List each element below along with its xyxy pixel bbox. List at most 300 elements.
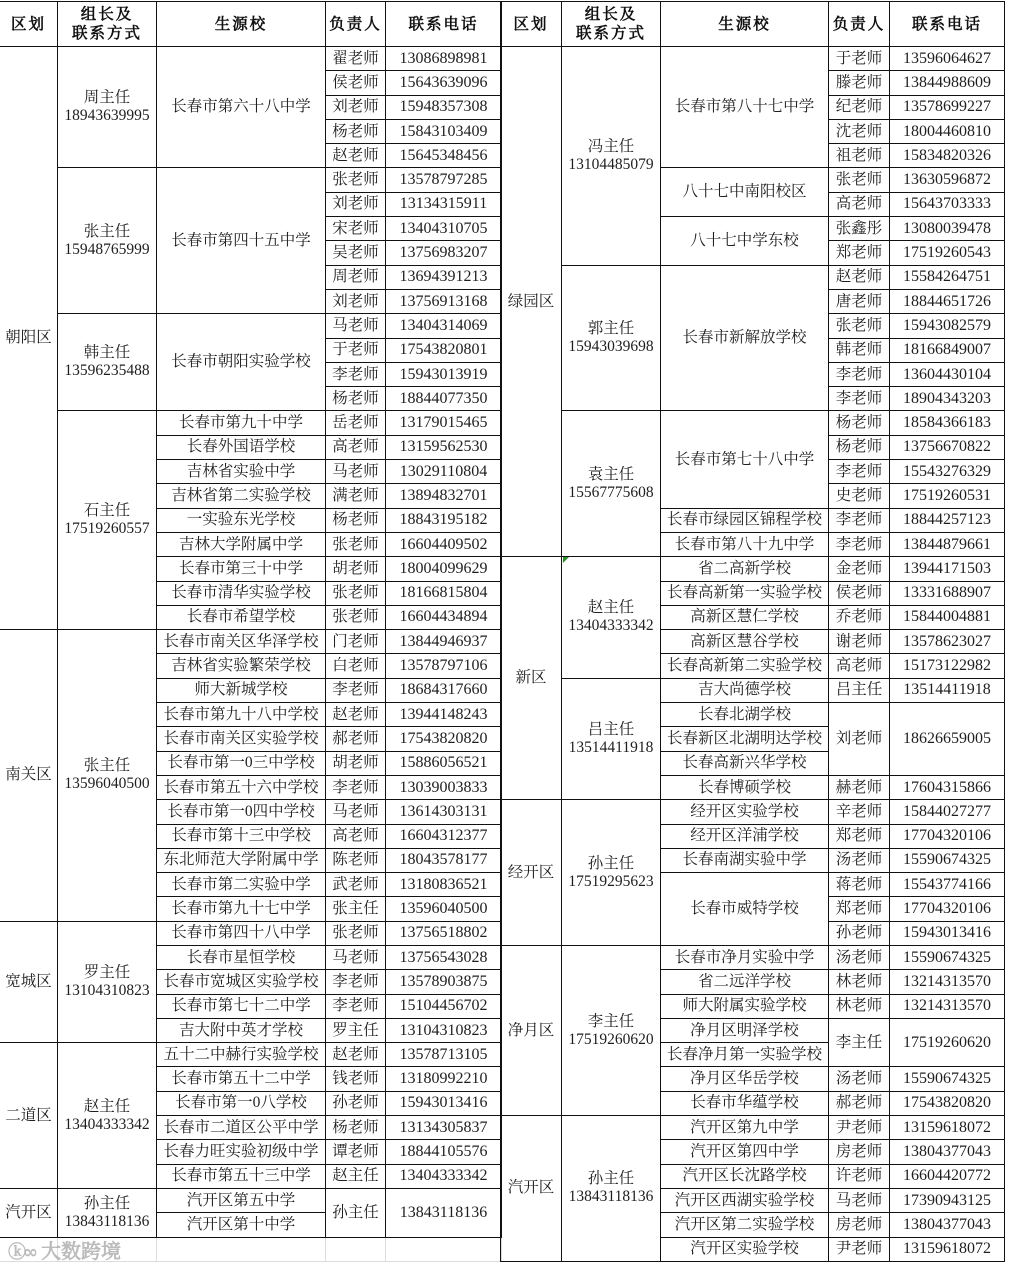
school-cell: 长春市朝阳实验学校 [157, 314, 326, 411]
person-cell: 郝老师 [829, 1091, 890, 1115]
person-cell: 郑老师 [829, 897, 890, 921]
phone-cell: 18626659005 [890, 703, 1005, 776]
person-cell: 张老师 [829, 314, 890, 338]
leader-phone: 18943639995 [64, 107, 150, 125]
person-cell: 张老师 [326, 168, 386, 192]
district-cell: 二道区 [0, 1043, 58, 1189]
phone-cell: 15645348456 [386, 144, 502, 168]
phone-cell: 15943082579 [890, 314, 1005, 338]
empty-cell [326, 1237, 386, 1261]
school-cell: 长春市第四十八中学 [157, 921, 326, 945]
leader-phone: 17519295623 [568, 872, 654, 890]
school-cell: 长春市第三十中学 [157, 557, 326, 581]
person-cell: 张主任 [326, 897, 386, 921]
person-cell: 侯老师 [326, 71, 386, 95]
leader-cell [58, 630, 157, 922]
school-cell: 长春市第一0四中学校 [157, 800, 326, 824]
school-cell: 八十七中南阳校区 [661, 168, 829, 217]
phone-cell: 18166815804 [386, 581, 502, 605]
person-cell: 李老师 [326, 994, 386, 1018]
person-cell: 赵老师 [326, 1043, 386, 1067]
leader-name: 孙主任 [83, 1194, 131, 1212]
school-cell: 省二高新学校 [661, 557, 829, 581]
school-cell: 东北师范大学附属中学 [157, 848, 326, 872]
watermark [8, 1240, 121, 1264]
left-table [0, 1, 502, 1262]
school-cell: 师大附属实验学校 [661, 994, 829, 1018]
school-cell: 长春市第一0三中学校 [157, 751, 326, 775]
phone-cell: 13039003833 [386, 775, 502, 799]
phone-cell: 13944148243 [386, 703, 502, 727]
leader-name: 张主任 [83, 757, 131, 775]
person-cell: 张老师 [326, 605, 386, 629]
school-cell: 长春市第五十三中学 [157, 1164, 326, 1188]
phone-cell: 15844004881 [890, 605, 1005, 629]
person-cell: 汤老师 [829, 848, 890, 872]
school-cell: 汽开区第二实验学校 [661, 1213, 829, 1237]
phone-cell: 13578903875 [386, 970, 502, 994]
phone-cell: 13578797285 [386, 168, 502, 192]
school-cell: 吉林大学附属中学 [157, 532, 326, 556]
school-cell: 长春市第六十八中学 [157, 47, 326, 168]
phone-cell: 13578713105 [386, 1043, 502, 1067]
phone-cell: 13159562530 [386, 435, 502, 459]
phone-cell: 18584366183 [890, 411, 1005, 435]
school-cell: 长春市二道区公平中学 [157, 1116, 326, 1140]
person-cell: 刘老师 [326, 95, 386, 119]
table-row [501, 411, 1005, 435]
table-row [0, 1043, 502, 1067]
leader-cell [562, 800, 661, 946]
school-cell: 长春市第九十七中学 [157, 897, 326, 921]
phone-cell: 18684317660 [386, 678, 502, 702]
phone-cell: 17519260620 [890, 1018, 1005, 1067]
table-row [0, 630, 502, 654]
person-cell: 马老师 [326, 314, 386, 338]
phone-cell: 15886056521 [386, 751, 502, 775]
person-cell: 刘老师 [326, 289, 386, 313]
phone-cell: 13404333342 [386, 1164, 502, 1188]
leader-cell [58, 411, 157, 630]
phone-cell: 13029110804 [386, 460, 502, 484]
person-cell: 唐老师 [829, 289, 890, 313]
person-cell: 杨老师 [326, 1116, 386, 1140]
leader-phone: 15943039698 [568, 338, 654, 356]
phone-cell: 13894832701 [386, 484, 502, 508]
school-cell: 长春市第七十八中学 [661, 411, 829, 508]
phone-cell: 13086898981 [386, 47, 502, 71]
person-cell: 岳老师 [326, 411, 386, 435]
header-leader [58, 2, 157, 47]
table-row [0, 921, 502, 945]
person-cell: 许老师 [829, 1164, 890, 1188]
leader-phone: 13843118136 [64, 1212, 150, 1230]
person-cell: 汤老师 [829, 1067, 890, 1091]
phone-cell: 13159618072 [890, 1237, 1005, 1261]
header-phone: 联系电话 [890, 2, 1005, 47]
person-cell: 马老师 [829, 1188, 890, 1212]
person-cell: 赫老师 [829, 775, 890, 799]
school-cell: 长春市净月实验中学 [661, 945, 829, 969]
person-cell: 侯老师 [829, 581, 890, 605]
school-cell: 五十二中赫行实验学校 [157, 1043, 326, 1067]
table-row [0, 411, 502, 435]
header-leader-line2: 联系方式 [71, 25, 142, 42]
phone-cell: 13614303131 [386, 800, 502, 824]
phone-cell: 13604430104 [890, 362, 1005, 386]
header-phone: 联系电话 [386, 2, 502, 47]
district-cell: 汽开区 [501, 1116, 562, 1262]
person-cell: 胡老师 [326, 751, 386, 775]
right-table [500, 1, 1005, 1262]
phone-cell: 15543276329 [890, 460, 1005, 484]
phone-cell: 17519260543 [890, 241, 1005, 265]
school-cell: 长春市第五十六中学校 [157, 775, 326, 799]
leader-phone: 13514411918 [568, 738, 654, 756]
leader-phone: 13843118136 [568, 1188, 654, 1206]
phone-cell: 15943013919 [386, 362, 502, 386]
phone-cell: 13756518802 [386, 921, 502, 945]
phone-cell: 15943013416 [890, 921, 1005, 945]
school-cell: 长春净月第一实验学校 [661, 1043, 829, 1067]
person-cell: 李老师 [326, 678, 386, 702]
school-cell: 长春市第五十二中学 [157, 1067, 326, 1091]
school-cell: 汽开区长沈路学校 [661, 1164, 829, 1188]
person-cell: 杨老师 [326, 387, 386, 411]
phone-cell: 18004460810 [890, 119, 1005, 143]
school-cell: 长春市第七十二中学 [157, 994, 326, 1018]
header-district: 区划 [501, 2, 562, 47]
person-cell: 房老师 [829, 1140, 890, 1164]
phone-cell: 18844077350 [386, 387, 502, 411]
leader-cell [562, 47, 661, 266]
district-cell: 净月区 [501, 945, 562, 1115]
person-cell: 赵主任 [326, 1164, 386, 1188]
phone-cell: 13578623027 [890, 630, 1005, 654]
watermark-logo-icon: ⓚ∞ [8, 1242, 35, 1263]
person-cell: 刘老师 [326, 192, 386, 216]
school-cell: 吉林省第二实验学校 [157, 484, 326, 508]
person-cell: 罗主任 [326, 1018, 386, 1042]
school-cell: 汽开区第九中学 [661, 1116, 829, 1140]
phone-cell: 15843103409 [386, 119, 502, 143]
person-cell: 吕主任 [829, 678, 890, 702]
person-cell: 金老师 [829, 557, 890, 581]
person-cell: 马老师 [326, 800, 386, 824]
person-cell: 李主任 [829, 1018, 890, 1067]
phone-cell: 18844651726 [890, 289, 1005, 313]
person-cell: 白老师 [326, 654, 386, 678]
person-cell: 谭老师 [326, 1140, 386, 1164]
header-leader-line1: 组长及 [80, 6, 134, 23]
person-cell: 杨老师 [326, 508, 386, 532]
district-cell: 宽城区 [0, 921, 58, 1042]
leader-cell [562, 557, 661, 678]
leader-cell [562, 678, 661, 799]
phone-cell: 13756983207 [386, 241, 502, 265]
person-cell: 马老师 [326, 945, 386, 969]
leader-cell [562, 1116, 661, 1262]
leader-phone: 13596040500 [64, 775, 150, 793]
school-cell: 长春博硕学校 [661, 775, 829, 799]
empty-cell [157, 1237, 326, 1261]
phone-cell: 15643639096 [386, 71, 502, 95]
person-cell: 胡老师 [326, 557, 386, 581]
header-district: 区划 [0, 2, 58, 47]
table-row [501, 265, 1005, 289]
watermark-text: 大数跨境 [41, 1239, 121, 1263]
table-row [0, 47, 502, 71]
phone-cell: 15834820326 [890, 144, 1005, 168]
district-cell: 汽开区 [0, 1188, 58, 1237]
phone-cell: 13134315911 [386, 192, 502, 216]
leader-cell [58, 921, 157, 1042]
phone-cell: 15590674325 [890, 848, 1005, 872]
leader-cell [58, 314, 157, 411]
person-cell: 杨老师 [829, 411, 890, 435]
phone-cell: 13596040500 [386, 897, 502, 921]
person-cell: 史老师 [829, 484, 890, 508]
phone-cell: 13159618072 [890, 1116, 1005, 1140]
table-row [501, 678, 1005, 702]
phone-cell: 13080039478 [890, 217, 1005, 241]
leader-phone: 17519260557 [64, 520, 150, 538]
person-cell: 汤老师 [829, 945, 890, 969]
district-cell: 经开区 [501, 800, 562, 946]
leader-cell [562, 945, 661, 1115]
phone-cell: 15590674325 [890, 945, 1005, 969]
school-cell: 长春北湖学校 [661, 703, 829, 727]
leader-phone: 13104485079 [568, 155, 654, 173]
phone-cell: 17543820820 [890, 1091, 1005, 1115]
person-cell: 郑老师 [829, 824, 890, 848]
school-cell: 长春市第一0八学校 [157, 1091, 326, 1115]
person-cell: 高老师 [326, 824, 386, 848]
school-cell: 长春市第二实验中学 [157, 873, 326, 897]
phone-cell: 13134305837 [386, 1116, 502, 1140]
leader-phone: 13596235488 [64, 362, 150, 380]
person-cell: 祖老师 [829, 144, 890, 168]
phone-cell: 13944171503 [890, 557, 1005, 581]
person-cell: 乔老师 [829, 605, 890, 629]
school-cell: 长春市南关区实验学校 [157, 727, 326, 751]
school-cell: 长春市绿园区锦程学校 [661, 508, 829, 532]
leader-name: 冯主任 [587, 137, 635, 155]
phone-cell: 15844027277 [890, 800, 1005, 824]
person-cell: 张老师 [326, 581, 386, 605]
phone-cell: 18166849007 [890, 338, 1005, 362]
leader-phone: 13404333342 [64, 1115, 150, 1133]
school-cell: 长春高新兴华学校 [661, 751, 829, 775]
phone-cell: 13214313570 [890, 970, 1005, 994]
leader-phone: 13404333342 [568, 617, 654, 635]
phone-cell: 15104456702 [386, 994, 502, 1018]
school-cell: 省二远洋学校 [661, 970, 829, 994]
phone-cell: 17543820820 [386, 727, 502, 751]
school-cell: 长春新区北湖明达学校 [661, 727, 829, 751]
person-cell: 于老师 [326, 338, 386, 362]
table-row [0, 168, 502, 192]
phone-cell: 17704320106 [890, 897, 1005, 921]
person-cell: 孙主任 [326, 1188, 386, 1237]
person-cell: 高老师 [829, 192, 890, 216]
school-cell: 长春市新解放学校 [661, 265, 829, 411]
person-cell: 孙老师 [829, 921, 890, 945]
person-cell: 门老师 [326, 630, 386, 654]
district-cell: 朝阳区 [0, 47, 58, 630]
phone-cell: 13180836521 [386, 873, 502, 897]
person-cell: 赵老师 [326, 144, 386, 168]
person-cell: 尹老师 [829, 1237, 890, 1261]
school-cell: 汽开区第五中学 [157, 1188, 326, 1212]
phone-cell: 13578797106 [386, 654, 502, 678]
header-leader-line2: 联系方式 [575, 25, 646, 42]
person-cell: 张老师 [326, 921, 386, 945]
person-cell: 房老师 [829, 1213, 890, 1237]
table-row [501, 1116, 1005, 1140]
phone-cell: 13756670822 [890, 435, 1005, 459]
person-cell: 李老师 [829, 362, 890, 386]
phone-cell: 15543774166 [890, 873, 1005, 897]
leader-phone: 15948765999 [64, 240, 150, 258]
leader-name: 郭主任 [587, 320, 635, 338]
district-cell: 绿园区 [501, 47, 562, 557]
school-cell: 长春市第九十八中学校 [157, 703, 326, 727]
school-cell: 长春市第九十中学 [157, 411, 326, 435]
phone-cell: 18844257123 [890, 508, 1005, 532]
person-cell: 辛老师 [829, 800, 890, 824]
phone-cell: 16604420772 [890, 1164, 1005, 1188]
person-cell: 李老师 [829, 460, 890, 484]
phone-cell: 13756913168 [386, 289, 502, 313]
leader-phone: 13104310823 [64, 981, 150, 999]
header-row [501, 2, 1005, 47]
person-cell: 钱老师 [326, 1067, 386, 1091]
phone-cell: 15173122982 [890, 654, 1005, 678]
school-cell: 吉大尚德学校 [661, 678, 829, 702]
phone-cell: 17604315866 [890, 775, 1005, 799]
leader-cell [58, 1188, 157, 1237]
leader-name: 周主任 [83, 89, 131, 107]
person-cell: 谢老师 [829, 630, 890, 654]
person-cell: 张老师 [829, 168, 890, 192]
cell-marker-icon [563, 557, 569, 563]
school-cell: 吉林省实验繁荣学校 [157, 654, 326, 678]
phone-cell: 13104310823 [386, 1018, 502, 1042]
district-cell: 新区 [501, 557, 562, 800]
phone-cell: 16604312377 [386, 824, 502, 848]
phone-cell: 15584264751 [890, 265, 1005, 289]
phone-cell: 13804377043 [890, 1140, 1005, 1164]
person-cell: 于老师 [829, 47, 890, 71]
school-cell: 长春市南关区华泽学校 [157, 630, 326, 654]
leader-name: 赵主任 [83, 1097, 131, 1115]
school-cell: 经开区实验学校 [661, 800, 829, 824]
leader-phone: 17519260620 [568, 1030, 654, 1048]
leader-name: 李主任 [587, 1012, 635, 1030]
phone-cell: 13844946937 [386, 630, 502, 654]
table-row [501, 800, 1005, 824]
leader-name: 孙主任 [587, 854, 635, 872]
school-cell: 汽开区西湖实验学校 [661, 1188, 829, 1212]
school-cell: 长春市第四十五中学 [157, 168, 326, 314]
leader-cell [562, 265, 661, 411]
table-row [501, 47, 1005, 71]
phone-cell: 13514411918 [890, 678, 1005, 702]
leader-name: 张主任 [83, 222, 131, 240]
phone-cell: 16604409502 [386, 532, 502, 556]
person-cell: 吴老师 [326, 241, 386, 265]
leader-phone: 15567775608 [568, 483, 654, 501]
school-cell: 高新区慧谷学校 [661, 630, 829, 654]
person-cell: 张鑫彤 [829, 217, 890, 241]
leader-name: 吕主任 [587, 720, 635, 738]
person-cell: 宋老师 [326, 217, 386, 241]
school-cell: 长春南湖实验中学 [661, 848, 829, 872]
phone-cell: 15590674325 [890, 1067, 1005, 1091]
person-cell: 李老师 [326, 970, 386, 994]
phone-cell: 13214313570 [890, 994, 1005, 1018]
person-cell: 李老师 [326, 362, 386, 386]
phone-cell: 13843118136 [386, 1188, 502, 1237]
school-cell: 长春市宽城区实验学校 [157, 970, 326, 994]
phone-cell: 13404310705 [386, 217, 502, 241]
header-row [0, 2, 502, 47]
school-cell: 汽开区第十中学 [157, 1213, 326, 1237]
leader-name: 韩主任 [83, 344, 131, 362]
phone-cell: 13630596872 [890, 168, 1005, 192]
school-cell: 汽开区第四中学 [661, 1140, 829, 1164]
person-cell: 高老师 [829, 654, 890, 678]
phone-cell: 15643703333 [890, 192, 1005, 216]
phone-cell: 13844879661 [890, 532, 1005, 556]
phone-cell: 16604434894 [386, 605, 502, 629]
header-person: 负责人 [326, 2, 386, 47]
school-cell: 长春市威特学校 [661, 873, 829, 946]
school-cell: 吉林省实验中学 [157, 460, 326, 484]
school-cell: 长春高新第二实验学校 [661, 654, 829, 678]
leader-name: 孙主任 [587, 1170, 635, 1188]
phone-cell: 17543820801 [386, 338, 502, 362]
table-row [0, 314, 502, 338]
person-cell: 孙老师 [326, 1091, 386, 1115]
person-cell: 杨老师 [829, 435, 890, 459]
school-cell: 净月区华岳学校 [661, 1067, 829, 1091]
phone-cell: 17704320106 [890, 824, 1005, 848]
phone-cell: 13756543028 [386, 945, 502, 969]
person-cell: 刘老师 [829, 703, 890, 776]
phone-cell: 18844105576 [386, 1140, 502, 1164]
person-cell: 陈老师 [326, 848, 386, 872]
phone-cell: 13331688907 [890, 581, 1005, 605]
person-cell: 赵老师 [829, 265, 890, 289]
leader-cell [58, 168, 157, 314]
header-leader-line1: 组长及 [584, 6, 638, 23]
person-cell: 马老师 [326, 460, 386, 484]
school-cell: 长春市第十三中学校 [157, 824, 326, 848]
person-cell: 蒋老师 [829, 873, 890, 897]
header-person: 负责人 [829, 2, 890, 47]
school-cell: 一实验东光学校 [157, 508, 326, 532]
phone-cell: 18043578177 [386, 848, 502, 872]
phone-cell: 13804377043 [890, 1213, 1005, 1237]
phone-cell: 18904343203 [890, 387, 1005, 411]
empty-cell [386, 1237, 502, 1261]
person-cell: 周老师 [326, 265, 386, 289]
person-cell: 武老师 [326, 873, 386, 897]
leader-name: 赵主任 [587, 599, 635, 617]
phone-cell: 18004099629 [386, 557, 502, 581]
